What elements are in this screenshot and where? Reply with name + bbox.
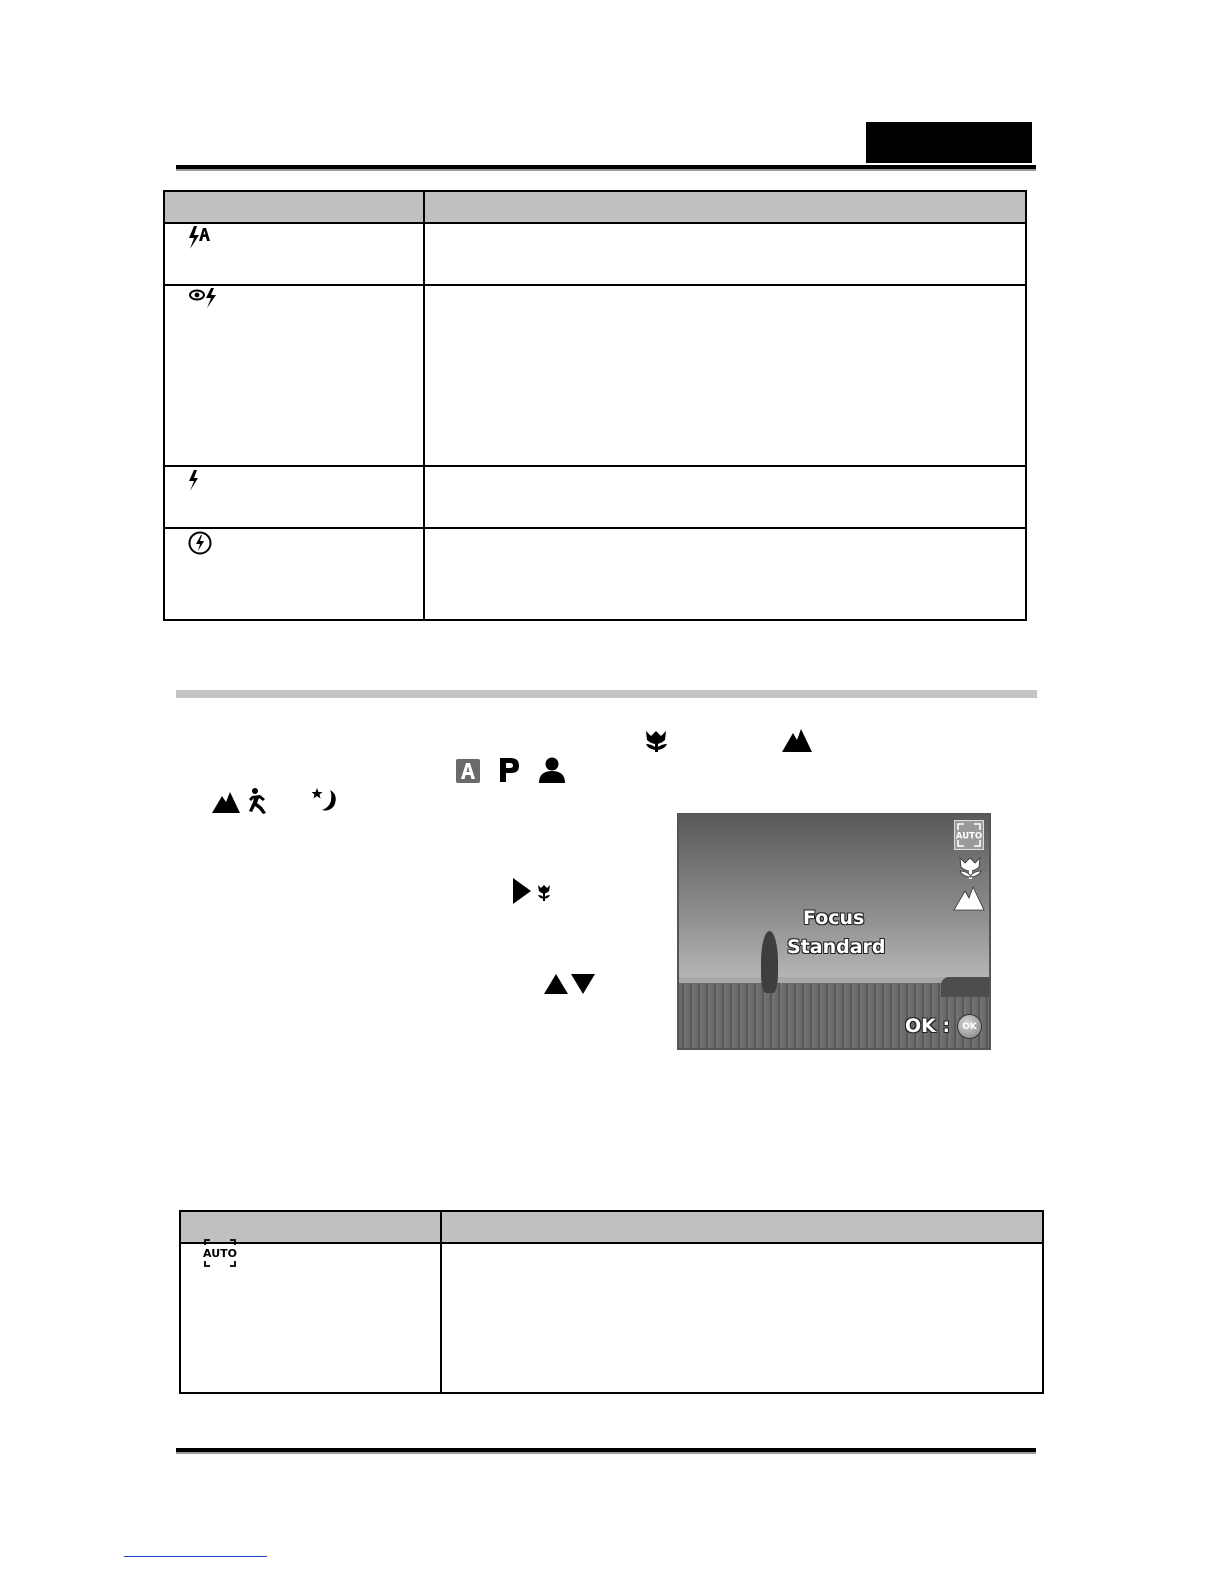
table-cell-icon bbox=[164, 223, 424, 285]
focus-menu-title: Focus bbox=[803, 907, 865, 929]
auto-focus-icon bbox=[203, 1238, 237, 1273]
flash-mode-table bbox=[163, 190, 1027, 621]
table-cell-icon bbox=[164, 285, 424, 466]
macro-icon bbox=[956, 855, 984, 886]
table-header-icon bbox=[164, 191, 424, 223]
footer-rule-shadow bbox=[176, 1452, 1036, 1454]
section-title-bar bbox=[176, 690, 1037, 698]
focus-option-selected[interactable]: Standard bbox=[787, 936, 886, 958]
table-cell-description bbox=[424, 466, 1026, 528]
table-cell-icon bbox=[180, 1243, 441, 1393]
table-header-row bbox=[180, 1211, 1043, 1243]
landscape-icon bbox=[953, 885, 985, 916]
landscape-icon bbox=[211, 790, 241, 819]
svg-text:AUTO: AUTO bbox=[955, 831, 983, 842]
header-rule-shadow bbox=[176, 169, 1036, 171]
table-cell-description bbox=[424, 528, 1026, 620]
up-down-arrows-icon bbox=[543, 972, 597, 1001]
auto-focus-icon bbox=[954, 820, 984, 850]
language-tab bbox=[866, 122, 1032, 163]
table-header-row bbox=[164, 191, 1026, 223]
macro-icon bbox=[642, 728, 670, 759]
red-eye-reduction-icon bbox=[189, 286, 223, 315]
table-row bbox=[180, 1243, 1043, 1393]
sports-icon bbox=[247, 787, 271, 820]
table-cell-description bbox=[441, 1243, 1043, 1393]
svg-text:AUTO: AUTO bbox=[203, 1247, 237, 1260]
right-arrow-icon bbox=[512, 877, 556, 910]
landscape-icon bbox=[781, 727, 813, 758]
table-row bbox=[164, 285, 1026, 466]
confirm-label: OK : bbox=[905, 1015, 951, 1037]
table-row bbox=[164, 223, 1026, 285]
table-row bbox=[164, 466, 1026, 528]
footer-link-underline[interactable] bbox=[124, 1556, 267, 1557]
program-mode-icon bbox=[497, 756, 523, 789]
preview-cypress-tree bbox=[761, 931, 778, 993]
table-cell-description bbox=[424, 223, 1026, 285]
focus-mode-table bbox=[179, 1210, 1044, 1394]
camera-lcd-preview bbox=[677, 813, 991, 1050]
night-scene-icon bbox=[312, 787, 340, 818]
portrait-icon bbox=[537, 756, 567, 789]
ok-button[interactable]: OK bbox=[957, 1014, 982, 1039]
flash-off-icon bbox=[187, 530, 213, 561]
auto-mode-icon bbox=[455, 758, 481, 789]
forced-flash-icon bbox=[187, 470, 201, 497]
flash-auto-icon bbox=[187, 225, 215, 256]
table-cell-icon bbox=[164, 466, 424, 528]
table-header-description bbox=[424, 191, 1026, 223]
preview-treeline bbox=[941, 977, 991, 997]
table-header-description bbox=[441, 1211, 1043, 1243]
table-cell-description bbox=[424, 285, 1026, 466]
table-row bbox=[164, 528, 1026, 620]
table-cell-icon bbox=[164, 528, 424, 620]
